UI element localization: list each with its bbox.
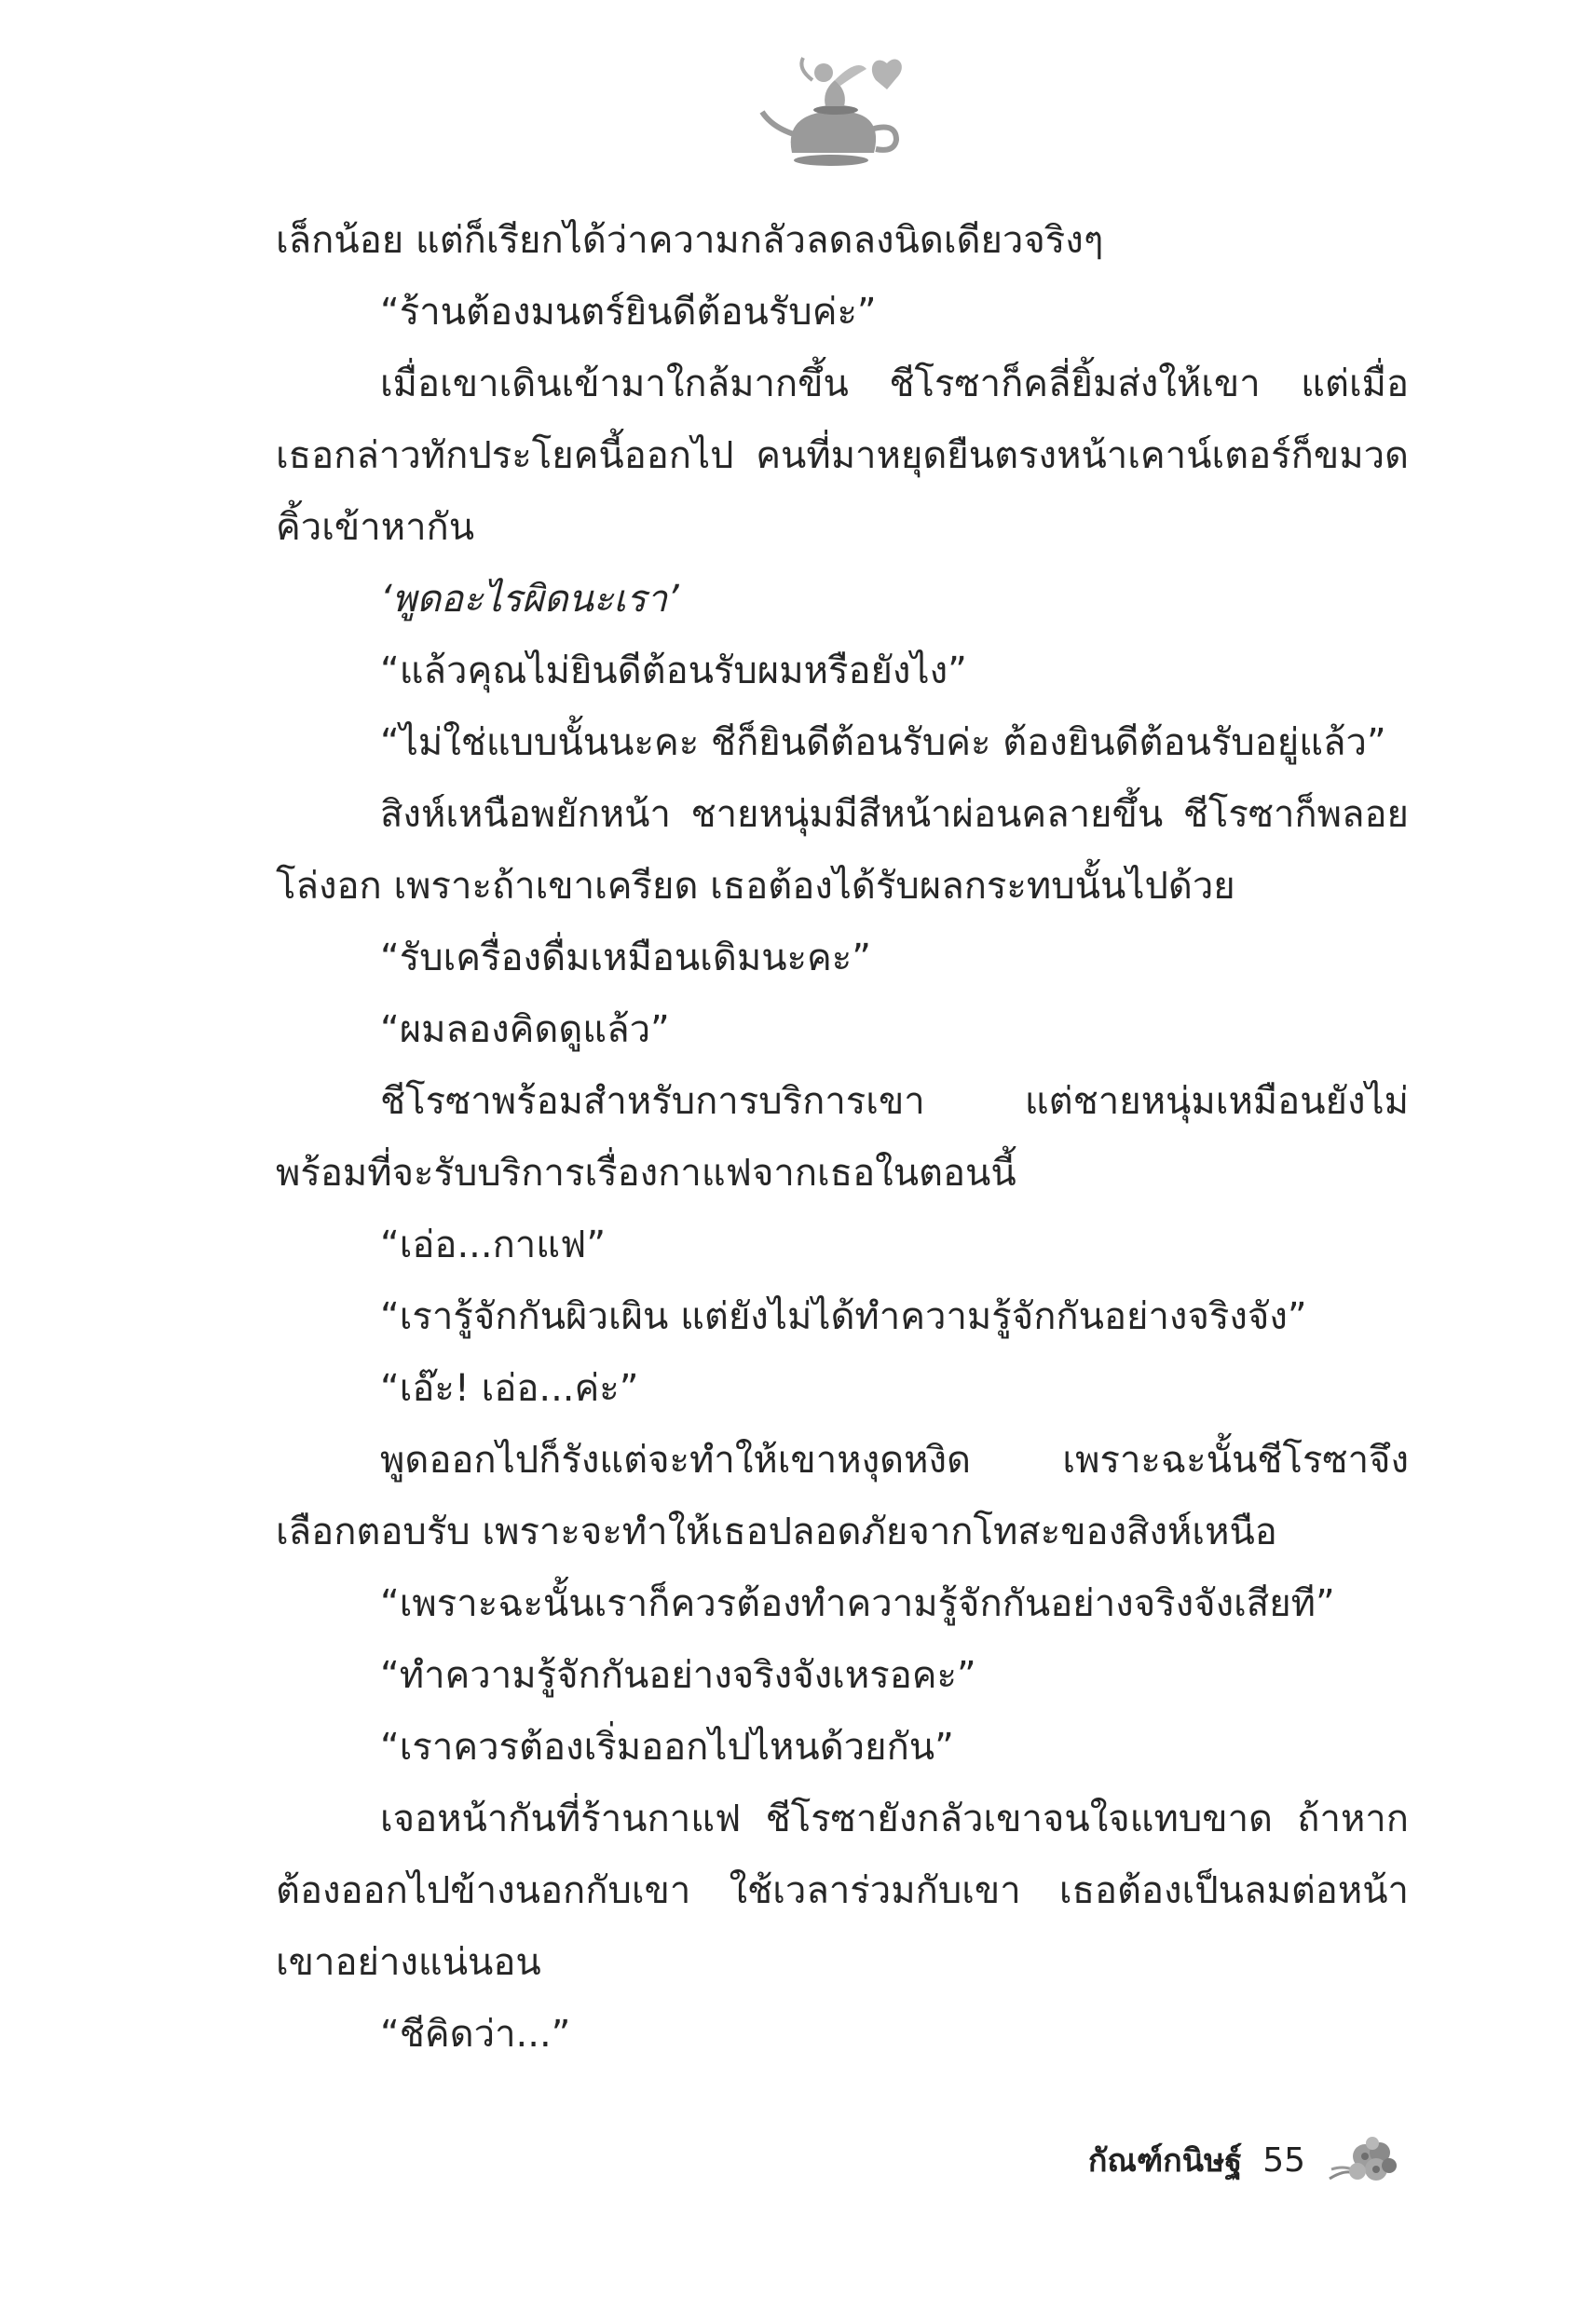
paragraph: “ผมลองคิดดูแล้ว” xyxy=(380,1008,670,1051)
paragraph: พูดออกไปก็รังแต่จะทำให้เขาหงุดหงิด เพราะฉะนั้นชีโรซาจึงเลือกตอบรับ เพราะจะทำให้เธอปลอดภัยจากโทสะของสิงห์เหนือ xyxy=(276,1439,1409,1553)
paragraph: “เราควรต้องเริ่มออกไปไหนด้วยกัน” xyxy=(380,1726,954,1769)
paragraph: ‘พูดอะไรผิดนะเรา’ xyxy=(380,578,679,621)
page-number: 55 xyxy=(1262,2140,1305,2180)
paragraph: ชีโรซาพร้อมสำหรับการบริการเขา แต่ชายหนุ่มเหมือนยังไม่พร้อมที่จะรับบริการเรื่องกาแฟจากเธอในตอนนี้ xyxy=(276,1080,1409,1195)
page-footer xyxy=(1088,2132,1398,2188)
paragraph: “ร้านต้องมนตร์ยินดีต้อนรับค่ะ” xyxy=(380,291,877,334)
paragraph: “เอ่อ...กาแฟ” xyxy=(380,1224,607,1266)
paragraph: “เพราะฉะนั้นเราก็ควรต้องทำความรู้จักกันอย่างจริงจังเสียที” xyxy=(380,1582,1335,1625)
paragraph: “แล้วคุณไม่ยินดีต้อนรับผมหรือยังไง” xyxy=(380,650,967,692)
cupid-teapot-ornament-icon xyxy=(757,48,915,170)
flower-bouquet-icon xyxy=(1326,2132,1398,2188)
body-text xyxy=(276,205,1409,2071)
paragraph: “ชีคิดว่า...” xyxy=(380,2013,571,2056)
paragraph: เจอหน้ากันที่ร้านกาแฟ ชีโรซายังกลัวเขาจนใจแทบขาด ถ้าหากต้องออกไปข้างนอกกับเขา ใช้เวลาร่วมกับเขา เธอต้องเป็นลมต่อหน้าเขาอย่างแน่นอน xyxy=(276,1798,1409,1984)
book-title: กัณฑ์กนิษฐ์ xyxy=(1087,2142,1243,2180)
paragraph: “รับเครื่องดื่มเหมือนเดิมนะคะ” xyxy=(380,937,871,979)
paragraph: สิงห์เหนือพยักหน้า ชายหนุ่มมีสีหน้าผ่อนคลายขึ้น ชีโรซาก็พลอยโล่งอก เพราะถ้าเขาเครียด เธอต้องได้รับผลกระทบนั้นไปด้วย xyxy=(276,793,1409,908)
paragraph: “ทำความรู้จักกันอย่างจริงจังเหรอคะ” xyxy=(380,1654,976,1697)
paragraph: “ไม่ใช่แบบนั้นนะคะ ชีก็ยินดีต้อนรับค่ะ ต้องยินดีต้อนรับอยู่แล้ว” xyxy=(380,721,1386,764)
paragraph: เมื่อเขาเดินเข้ามาใกล้มากขึ้น ชีโรซาก็คลี่ยิ้มส่งให้เขา แต่เมื่อเธอกล่าวทักประโยคนี้ออกไป คนที่มาหยุดยืนตรงหน้าเคาน์เตอร์ก็ขมวดคิ้วเข้าหากัน xyxy=(276,362,1409,549)
paragraph: “เอ๊ะ! เอ่อ...ค่ะ” xyxy=(380,1367,639,1410)
paragraph: เล็กน้อย แต่ก็เรียกได้ว่าความกลัวลดลงนิดเดียวจริงๆ xyxy=(276,219,1104,262)
paragraph: “เรารู้จักกันผิวเผิน แต่ยังไม่ได้ทำความรู้จักกันอย่างจริงจัง” xyxy=(380,1295,1307,1338)
